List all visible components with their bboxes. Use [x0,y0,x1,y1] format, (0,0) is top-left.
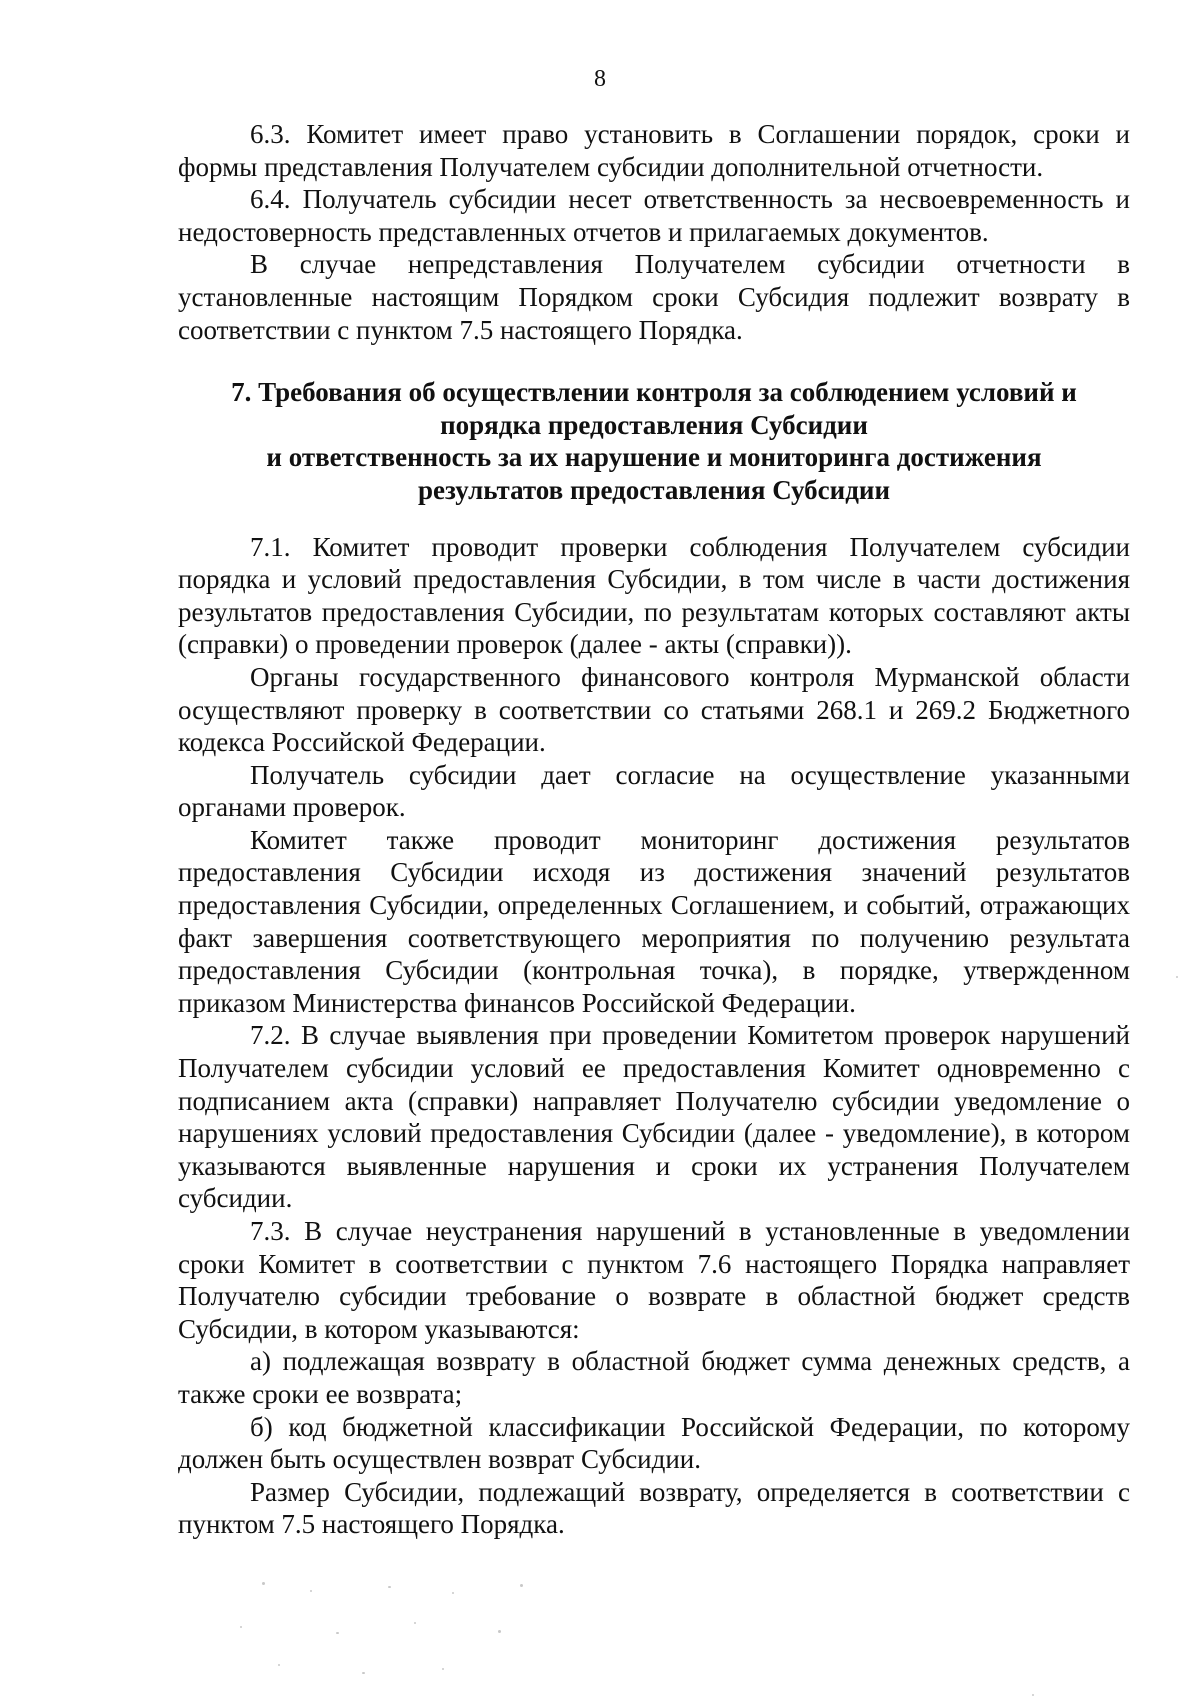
page-number: 8 [594,66,606,92]
paragraph-monitoring: Комитет также проводит мониторинг достижения результатов предоставления Субсидии исходя из достижения значений результатов предоставления Субсидии, определенных Соглашением, и событий, отражающих факт завершения соответствующего мероприятия по получению результата предоставления Субсидии (контрольная точка), в порядке, утвержденном приказом Министерства финансов Российской Федерации. [178,824,1130,1018]
paragraph-consent: Получатель субсидии дает согласие на осуществление указанными органами проверок. [178,759,1130,823]
paragraph-7-3: 7.3. В случае неустранения нарушений в установленные в уведомлении сроки Комитет в соответствии с пунктом 7.6 настоящего Порядка направляет Получателю субсидии требование о возврате в областной бюджет средств Субсидии, в котором указываются: [178,1216,1130,1344]
heading-line: результатов предоставления Субсидии [417,474,890,505]
paragraph-7-1: 7.1. Комитет проводит проверки соблюдения Получателем субсидии порядка и условий предоставления Субсидии, в том числе в части достижения результатов предоставления Субсидии, по результатам которых составляют акты (справки) о проведении проверок (далее - акты (справки)). [178,531,1130,660]
section-7-heading [178,376,1130,506]
paragraph-7-3-b: б) код бюджетной классификации Российской Федерации, по которому должен быть осуществлен возврат Субсидии. [178,1411,1130,1475]
document-body [178,118,1130,1541]
paragraph-7-3-a: а) подлежащая возврату в областной бюджет сумма денежных средств, а также сроки ее возврата; [178,1346,1130,1409]
heading-line: и ответственность за их нарушение и мониторинга достижения [266,442,1042,473]
heading-line: порядка предоставления Субсидии [440,409,868,440]
section-6-continuation [178,118,1130,346]
paragraph-refund-amount: Размер Субсидии, подлежащий возврату, определяется в соответствии с пунктом 7.5 настоящего Порядка. [178,1476,1130,1540]
paragraph-6-4: 6.4. Получатель субсидии несет ответственность за несвоевременность и недостоверность представленных отчетов и прилагаемых документов. [178,184,1130,247]
paragraph-6-3: 6.3. Комитет имеет право установить в Соглашении порядок, сроки и формы представления Получателем субсидии дополнительной отчетности. [178,119,1130,182]
section-7-body [178,531,1130,1541]
paragraph-state-control: Органы государственного финансового контроля Мурманской области осуществляют проверку в соответствии со статьями 268.1 и 269.2 Бюджетного кодекса Российской Федерации. [178,661,1130,758]
paragraph-6-4-note: В случае непредставления Получателем субсидии отчетности в установленные настоящим Порядком сроки Субсидия подлежит возврату в соответствии с пунктом 7.5 настоящего Порядка. [178,249,1130,345]
paragraph-7-2: 7.2. В случае выявления при проведении Комитетом проверок нарушений Получателем субсидии условий ее предоставления Комитет одновременно с подписанием акта (справки) направляет Получателю субсидии уведомление о нарушениях условий предоставления Субсидии (далее - уведомление), в котором указываются выявленные нарушения и сроки их устранения Получателем субсидии. [178,1020,1130,1214]
heading-line: 7. Требования об осуществлении контроля за соблюдением условий и [231,377,1077,408]
